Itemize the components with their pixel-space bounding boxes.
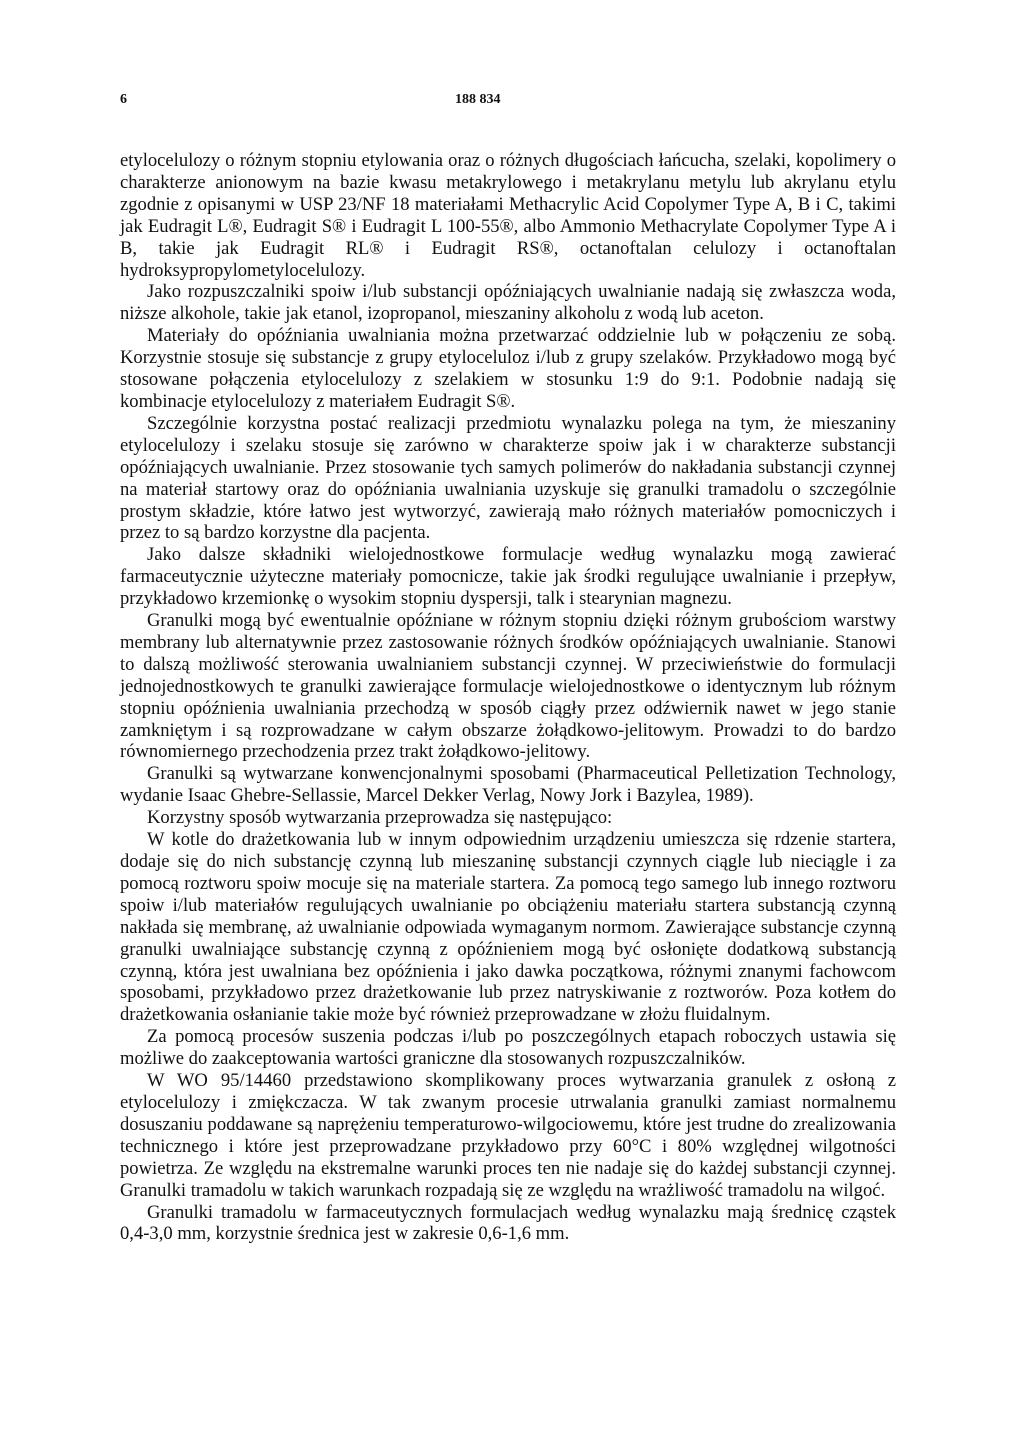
page-header bbox=[120, 92, 896, 116]
paragraph-pellet-diameter: Granulki tramadolu w farmaceutycznych formulacjach według wynalazku mają średnicę cząstek 0,4-3,0 mm, korzystnie średnica jest w zakresie 0,6-1,6 mm. bbox=[120, 1201, 896, 1245]
paragraph-preferred-embodiment: Szczególnie korzystna postać realizacji przedmiotu wynalazku polega na tym, że mieszaniny etylocelulozy i szelaku stosuje się zarówno w charakterze spoiw jak i w charakterze substancji opóźniających uwalnianie. Przez stosowanie tych samych polimerów do nakładania substancji czynnej na materiał startowy oraz do opóźniania uwalniania uzyskuje się granulki tramadolu o szczególnie prostym składzie, które łatwo jest wytworzyć, zawierają mało różnych materiałów pomocniczych i przez to są bardzo korzystne dla pacjenta. bbox=[120, 412, 896, 544]
paragraph-continuation: etylocelulozy o różnym stopniu etylowania oraz o różnych długościach łańcucha, szelaki, kopolimery o charakterze anionowym na bazie kwasu metakrylowego i metakrylanu metylu lub akrylanu etylu zgodnie z opisanymi w USP 23/NF 18 materiałami Methacrylic Acid Copolymer Type A, B i C, takimi jak Eudragit L®, Eudragit S® i Eudragit L 100-55®, albo Ammonio Methacrylate Copolymer Type A i B, takie jak Eudragit RL® i Eudragit RS®, octanoftalan celulozy i octanoftalan hydroksypropylometylocelulozy. bbox=[120, 150, 896, 281]
document-page bbox=[120, 92, 896, 1245]
paragraph-coating-pan: W kotle do drażetkowania lub w innym odpowiednim urządzeniu umieszcza się rdzenie startera, dodaje się do nich substancję czynną lub mieszaninę substancji czynnych ciągle lub nieciągle i za pomocą roztworu spoiw mocuje się na materiale startera. Za pomocą tego samego lub innego roztworu spoiw i/lub materiałów regulujących uwalnianie po obciążeniu materiału startera substancją czynną nakłada się membranę, aż uwalnianie odpowiada wymaganym normom. Zawierające substancje czynną granulki uwalniające substancję czynną z opóźnieniem mogą być osłonięte dodatkową substancją czynną, która jest uwalniana bez opóźnienia i jako dawka początkowa, różnymi znanymi fachowcom sposobami, przykładowo przez drażetkowanie lub przez natryskiwanie z roztworów. Poza kotłem do drażetkowania osłanianie takie może być również przeprowadzane w złożu fluidalnym. bbox=[120, 829, 896, 1026]
paragraph-retard-materials: Materiały do opóźniania uwalniania można przetwarzać oddzielnie lub w połączeniu ze sobą. Korzystnie stosuje się substancje z grupy etyloceluloz i/lub z grupy szelaków. Przykładowo mogą być stosowane połączenia etylocelulozy z szelakiem w stosunku 1:9 do 9:1. Podobnie nadają się kombinacje etylocelulozy z materiałem Eudragit S®. bbox=[120, 325, 896, 412]
paragraph-membrane-thickness: Granulki mogą być ewentualnie opóźniane w różnym stopniu dzięki różnym grubościom warstwy membrany lub alternatywnie przez zastosowanie różnych środków opóźniających uwalnianie. Stanowi to dalszą możliwość sterowania uwalnianiem substancji czynnej. W przeciwieństwie do formulacji jednojednostkowych te granulki zawierające formulacje wielojednostkowe o identycznym lub różnym stopniu opóźnienia uwalniania przechodzą w sposób ciągły przez odźwiernik nawet w jego stanie zamkniętym i są rozprowadzane w całym obszarze żołądkowo-jelitowym. Prowadzi to do bardzo równomiernego przechodzenia przez trakt żołądkowo-jelitowy. bbox=[120, 610, 896, 763]
page-number: 6 bbox=[120, 92, 127, 107]
paragraph-conventional-methods: Granulki są wytwarzane konwencjonalnymi sposobami (Pharmaceutical Pelletization Technology, wydanie Isaac Ghebre-Sellassie, Marcel Dekker Verlag, Nowy Jork i Bazylea, 1989). bbox=[120, 763, 896, 807]
paragraph-drying: Za pomocą procesów suszenia podczas i/lub po poszczególnych etapach roboczych ustawia się możliwe do zaakceptowania wartości graniczne dla stosowanych rozpuszczalników. bbox=[120, 1026, 896, 1070]
paragraph-excipients: Jako dalsze składniki wielojednostkowe formulacje według wynalazku mogą zawierać farmaceutycznie użyteczne materiały pomocnicze, takie jak środki regulujące uwalnianie i przepływ, przykładowo krzemionkę o wysokim stopniu dyspersji, talk i stearynian magnezu. bbox=[120, 544, 896, 610]
paragraph-preferred-method-intro: Korzystny sposób wytwarzania przeprowadza się następująco: bbox=[147, 807, 613, 829]
paragraph-solvents: Jako rozpuszczalniki spoiw i/lub substancji opóźniających uwalnianie nadają się zwłaszcza woda, niższe alkohole, takie jak etanol, izopropanol, mieszaniny alkoholu z wodą lub aceton. bbox=[120, 281, 896, 325]
document-number: 188 834 bbox=[455, 92, 501, 107]
paragraph-wo-reference: W WO 95/14460 przedstawiono skomplikowany proces wytwarzania granulek z osłoną z etylocelulozy i zmiękczacza. W tak zwanym procesie utrwalania granulki zamiast normalnemu dosuszaniu poddawane są naprężeniu temperaturowo-wilgociowemu, które jest trudne do zrealizowania technicznego i które jest przeprowadzane przykładowo przy 60°C i 80% względnej wilgotności powietrza. Ze względu na ekstremalne warunki proces ten nie nadaje się do każdej substancji czynnej. Granulki tramadolu w takich warunkach rozpadają się ze względu na wrażliwość tramadolu na wilgoć. bbox=[120, 1070, 896, 1201]
document-body bbox=[120, 150, 896, 1245]
